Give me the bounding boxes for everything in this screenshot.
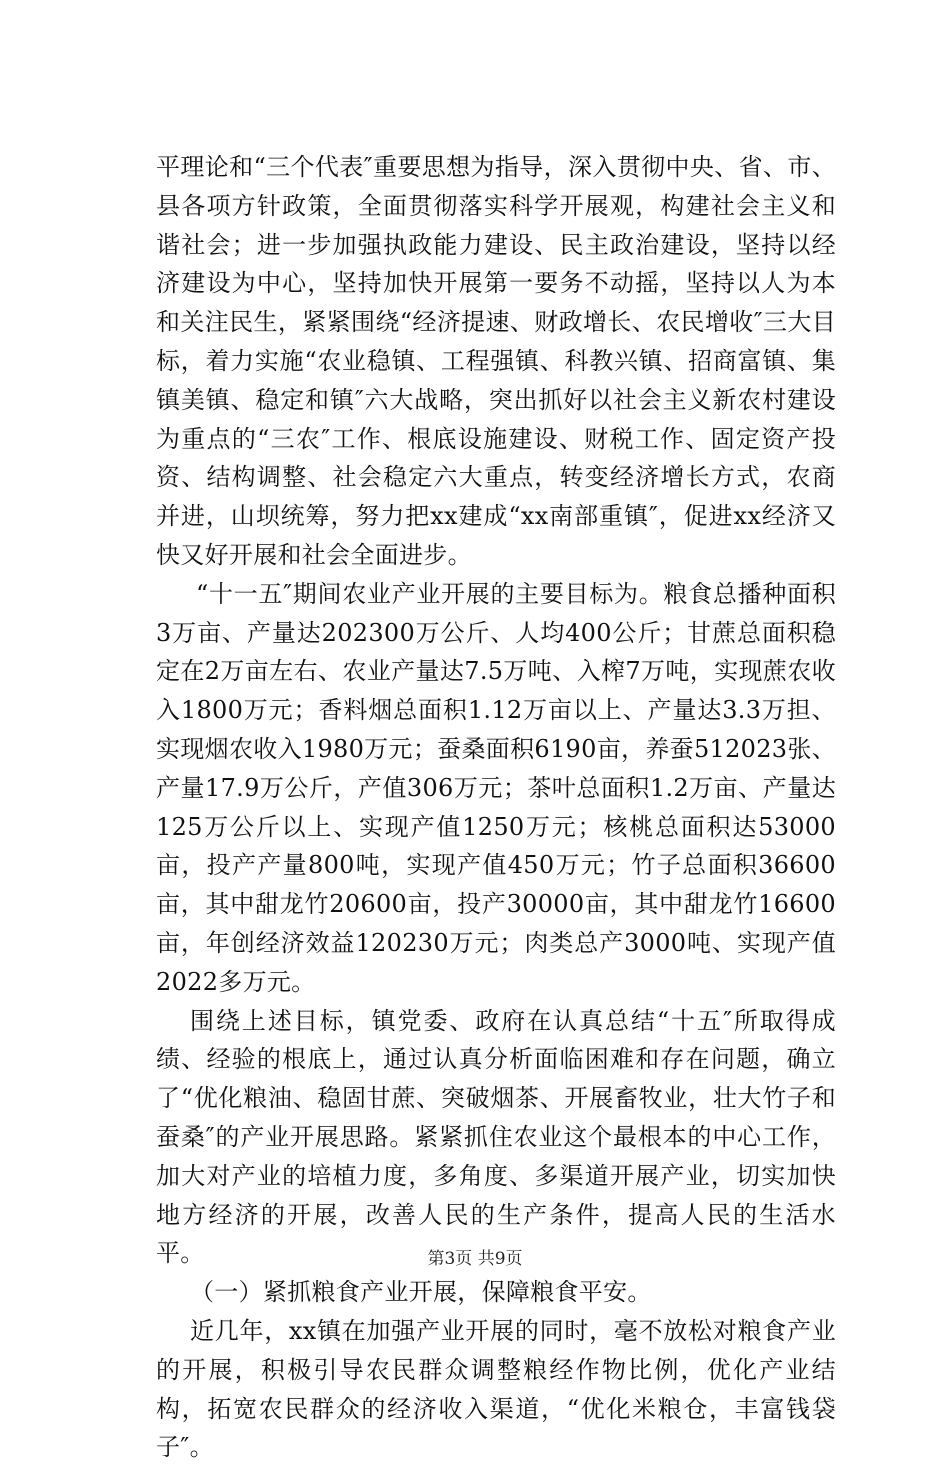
section-heading-grain-industry: （一）紧抓粮食产业开展，保障粮食平安。 bbox=[190, 1278, 652, 1307]
paragraph-development-approach: 围绕上述目标，镇党委、政府在认真总结“十五″所取得成绩、经验的根底上，通过认真分析面临困难和存在问题，确立了“优化粮油、稳固甘蔗、突破烟茶、开展畜牧业，壮大竹子和蚕桑″的产业开展思路。紧紧抓住农业这个最根本的中心工作，加大对产业的培植力度，多角度、多渠道开展产业，切实加快地方经济的开展，改善人民的生产条件，提高人民的生活水平。 bbox=[156, 1006, 836, 1268]
page-number-footer: 第3页 共9页 bbox=[427, 1249, 523, 1269]
document-body bbox=[156, 148, 836, 1467]
paragraph-grain-industry: 近几年，xx镇在加强产业开展的同时，毫不放松对粮食产业的开展，积极引导农民群众调整粮经作物比例，优化产业结构，拓宽农民群众的经济收入渠道，“优化米粮仓，丰富钱袋子″。 bbox=[156, 1316, 836, 1462]
paragraph-guiding-principles: 平理论和“三个代表″重要思想为指导，深入贯彻中央、省、市、县各项方针政策，全面贯彻落实科学开展观，构建社会主义和谐社会；进一步加强执政能力建设、民主政治建设，坚持以经济建设为中心，坚持加快开展第一要务不动摇，坚持以人为本和关注民生，紧紧围绕“经济提速、财政增长、农民增收″三大目标，着力实施“农业稳镇、工程强镇、科教兴镇、招商富镇、集镇美镇、稳定和镇″六大战略，突出抓好以社会主义新农村建设为重点的“三农″工作、根底设施建设、财税工作、固定资产投资、结构调整、社会稳定六大重点，转变经济增长方式，农商并进，山坝统筹，努力把xx建成“xx南部重镇″，促进xx经济又快又好开展和社会全面进步。 bbox=[156, 153, 836, 569]
paragraph-agricultural-targets: “十一五″期间农业产业开展的主要目标为。粮食总播种面积3万亩、产量达202300万公斤、人均400公斤；甘蔗总面积稳定在2万亩左右、农业产量达7.5万吨、入榨7万吨，实现蔗农收入1800万元；香料烟总面积1.12万亩以上、产量达3.3万担、实现烟农收入1980万元；蚕桑面积6190亩，养蚕512023张、产量17.9万公斤，产值306万元；茶叶总面积1.2万亩、产量达125万公斤以上、实现产值1250万元；核桃总面积达53000亩，投产产量800吨，实现产值450万元；竹子总面积36600亩，其中甜龙竹20600亩，投产30000亩，其中甜龙竹16600亩，年创经济效益120230万元；肉类总产3000吨、实现产值2022多万元。 bbox=[156, 579, 836, 996]
